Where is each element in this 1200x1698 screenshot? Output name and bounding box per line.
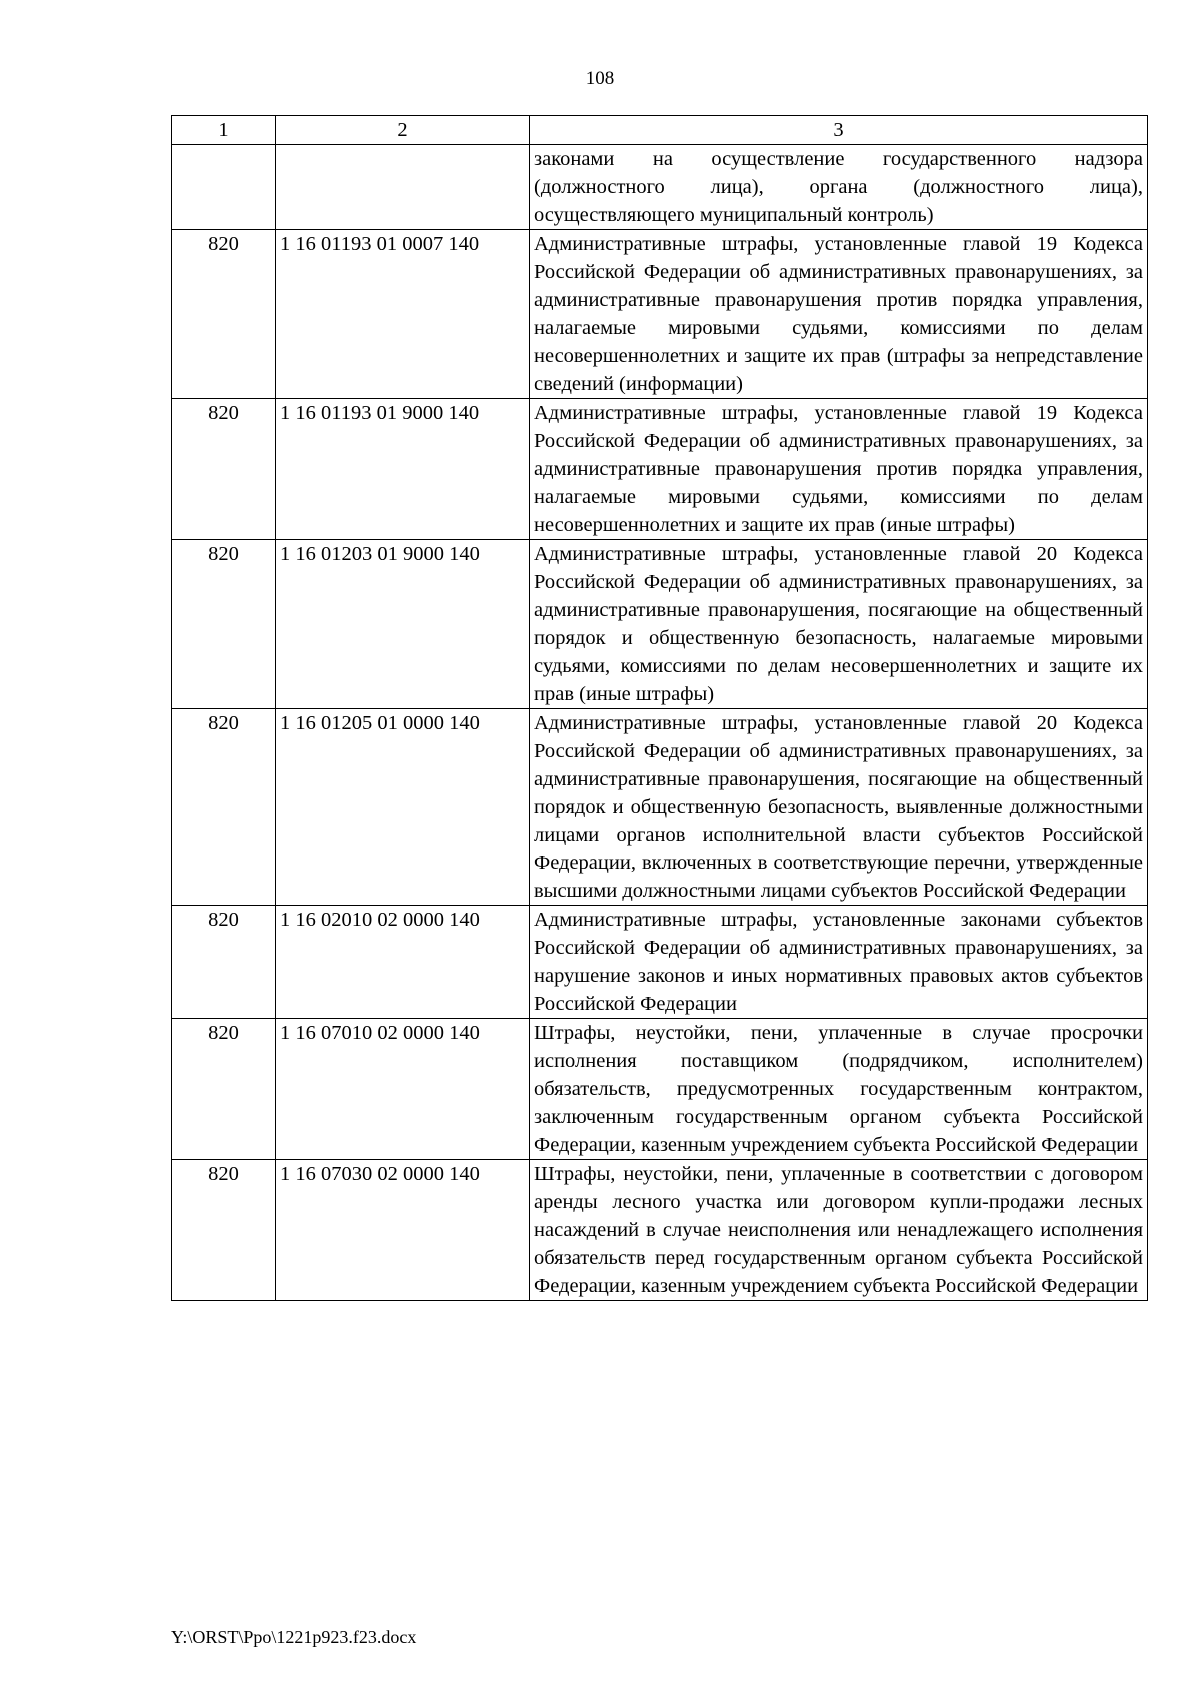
revenue-code-cell: 1 16 01203 01 9000 140 [276, 540, 530, 709]
budget-codes-table [171, 115, 1148, 1301]
table-row [172, 540, 1148, 709]
footer-file-path: Y:\ORST\Ppo\1221p923.f23.docx [171, 1627, 417, 1647]
description-cell: Административные штрафы, установленные главой 19 Кодекса Российской Федерации об административных правонарушениях, за административные правонарушения против порядка управления, налагаемые мировыми судьями, комиссиями по делам несовершеннолетних и защите их прав (иные штрафы) [530, 399, 1148, 540]
table-row [172, 399, 1148, 540]
description-cell: Административные штрафы, установленные главой 19 Кодекса Российской Федерации об административных правонарушениях, за административные правонарушения против порядка управления, налагаемые мировыми судьями, комиссиями по делам несовершеннолетних и защите их прав (штрафы за непредставление сведений (информации) [530, 230, 1148, 399]
revenue-code-cell: 1 16 07030 02 0000 140 [276, 1160, 530, 1301]
admin-code-cell: 820 [172, 1019, 276, 1160]
revenue-code-cell [276, 145, 530, 230]
column-header-1: 1 [172, 116, 276, 145]
table-row [172, 1019, 1148, 1160]
revenue-code-cell: 1 16 01193 01 0007 140 [276, 230, 530, 399]
table-row [172, 230, 1148, 399]
admin-code-cell: 820 [172, 709, 276, 906]
table-row [172, 145, 1148, 230]
column-header-3: 3 [530, 116, 1148, 145]
admin-code-cell: 820 [172, 399, 276, 540]
description-cell: Штрафы, неустойки, пени, уплаченные в случае просрочки исполнения поставщиком (подрядчиком, исполнителем) обязательств, предусмотренных государственным контрактом, заключенным государственным органом субъекта Российской Федерации, казенным учреждением субъекта Российской Федерации [530, 1019, 1148, 1160]
table-row [172, 906, 1148, 1019]
admin-code-cell: 820 [172, 540, 276, 709]
revenue-code-cell: 1 16 01205 01 0000 140 [276, 709, 530, 906]
description-cell: Административные штрафы, установленные главой 20 Кодекса Российской Федерации об административных правонарушениях, за административные правонарушения, посягающие на общественный порядок и общественную безопасность, налагаемые мировыми судьями, комиссиями по делам несовершеннолетних и защите их прав (иные штрафы) [530, 540, 1148, 709]
table-row [172, 709, 1148, 906]
admin-code-cell: 820 [172, 230, 276, 399]
table-row [172, 1160, 1148, 1301]
table-header-row [172, 116, 1148, 145]
admin-code-cell [172, 145, 276, 230]
page-number: 108 [585, 68, 615, 89]
revenue-code-cell: 1 16 02010 02 0000 140 [276, 906, 530, 1019]
description-cell: Административные штрафы, установленные главой 20 Кодекса Российской Федерации об административных правонарушениях, за административные правонарушения, посягающие на общественный порядок и общественную безопасность, выявленные должностными лицами органов исполнительной власти субъектов Российской Федерации, включенных в соответствующие перечни, утвержденные высшими должностными лицами субъектов Российской Федерации [530, 709, 1148, 906]
admin-code-cell: 820 [172, 906, 276, 1019]
description-cell: Штрафы, неустойки, пени, уплаченные в соответствии с договором аренды лесного участка или договором купли-продажи лесных насаждений в случае неисполнения или ненадлежащего исполнения обязательств перед государственным органом субъекта Российской Федерации, казенным учреждением субъекта Российской Федерации [530, 1160, 1148, 1301]
description-cell: законами на осуществление государственного надзора (должностного лица), органа (должностного лица), осуществляющего муниципальный контроль) [530, 145, 1148, 230]
admin-code-cell: 820 [172, 1160, 276, 1301]
column-header-2: 2 [276, 116, 530, 145]
description-cell: Административные штрафы, установленные законами субъектов Российской Федерации об административных правонарушениях, за нарушение законов и иных нормативных правовых актов субъектов Российской Федерации [530, 906, 1148, 1019]
revenue-code-cell: 1 16 01193 01 9000 140 [276, 399, 530, 540]
revenue-code-cell: 1 16 07010 02 0000 140 [276, 1019, 530, 1160]
